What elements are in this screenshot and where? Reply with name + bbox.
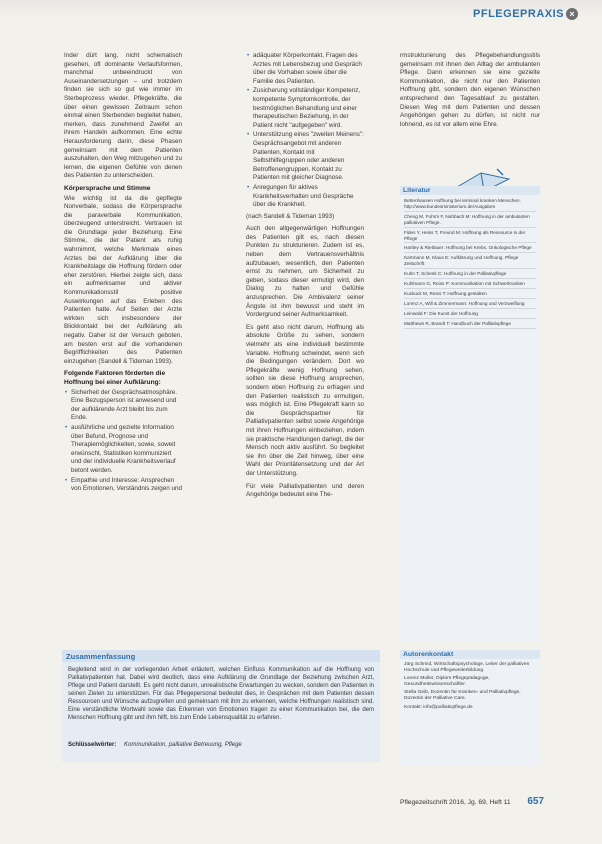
bullet-list: [246, 52, 364, 210]
list-item: • Zusicherung vollständiger Kompetenz, kompetente Symptomkontrolle, der bestmöglichen Behandlung und einer therapeutischen Beziehung, in der Patient nicht "aufgegeben" wird.: [253, 87, 364, 130]
section-title: PFLEGEPRAXIS: [473, 8, 564, 20]
summary-box: [62, 650, 380, 762]
authors-list: [404, 662, 536, 713]
literature-entry: Kuhlmann G, Reiss P: Kommunikation mit Schwerkranken: [404, 281, 536, 289]
column-3: [400, 52, 540, 133]
list-item: • Sicherheit der Gesprächsatmosphäre. Eine Bezugsperson ist anwesend und der aufklärende Arzt bleibt bis zum Ende.: [71, 389, 182, 423]
paragraph: Wie wichtig ist da die gepflegte Nonverbale, sodass die Körpersprache die paraverbale Kommunikation, überzeugend unterstreicht. Vertrauen ist die Grundlage jeder Beziehung. Eine Stimme, die der Patient als ruhig wahrnimmt, welche Merkmale eines Arztes bei der Aufklärung über die Krankheitslage die Hoffnung fördern oder eher zerstören. Hierbei zeigte sich, dass ein aufmerksamer und aktiver Kommunikationsstil positive Auswirkungen auf das Erleben des Patienten hatte. Auf Seiten der Arzte wirkten sich insbesondere der Blickkontakt bei der Aufklärung als negativ. Daher ist der Versuch geboten, am besten erst auf die vorhandenen Begrifflichkeiten des Patienten einzugehen (Sandell & Tideman 1993).: [64, 194, 182, 365]
summary-title: Zusammenfassung: [62, 650, 380, 662]
x-circle-icon: ×: [566, 8, 578, 20]
author-contact: Kontakt: info@palliativpflege.de: [404, 704, 473, 710]
list-item: • Unterstützung eines "zweiten Meinens": Gesprächsangebot mit anderen Patienten, Kontakt mit Selbsthilfegruppen oder anderen Betroffenengruppen. Kontakt zu Patienten mit gleicher Diagnose.: [253, 131, 364, 183]
authors-box: [400, 650, 540, 766]
column-1: [64, 52, 182, 497]
author-entry: Stella Geib, Dozentin für Kranken- und Palliativpflege, Dozentin der Palliative Care.: [404, 690, 521, 702]
keywords: [68, 742, 242, 748]
literature-entry: Kartmann M, Klaus E: Aufklärung und Hoffnung. Pflege Zeitschrift: [404, 255, 536, 269]
author-entry: Jürg Schmid, Wirtschaftspsychologe, Leiter der palliativen Hochschule und Pflegeweiterbildung.: [404, 662, 530, 674]
literature-entry: Cheng M, Fuhrm F, Nuhbach M: Hoffnung in der ambulanten palliativen Pflege.: [404, 214, 536, 228]
literature-box: [400, 186, 540, 642]
paragraph: Inder dürt lang, nicht schematisch gesehen, oft dominante Verlaufsformen, manchmal unbeeindruckt von Auseinandersetzungen – und trotzdem finden sie sich so gut wie immer im Sterbeprozess wieder. Pflegekräfte, die über einen gewissen Zeitraum schon einmal einen Sterbenden begleitet haben, merken, dass zunehmend Zweifel an ihrem Handeln aufkommen. Eine echte Herausforderung darin, diese Phasen gemeinsam mit dem Patienten auszuhalten, den Weg mitzugehen und zu lernen, die eigenen Gefühle von denen des Patienten zu unterscheiden.: [64, 52, 182, 180]
paragraph: Auch den allgegenwärtigen Hoffnungen des Patienten gilt es, nach diesen Punkten zu strukturieren. Zudem ist es, neben dem Vertrauensverhältnis aufzubauen, wesentlich, den Patienten ernst zu nehmen, um Sicherheit zu geben, sodass dieser ermutigt wird, den Dialog zu halten und Gefühle anzusprechen. Die Ambivalenz seiner Ängste ist ihm bewusst und steht im Vordergrund seiner Aufmerksamkeit.: [246, 225, 364, 319]
subheading: Folgende Faktoren förderten die Hoffnung bei einer Aufklärung:: [64, 370, 166, 386]
paragraph: Es geht also nicht darum, Hoffnung als absolute Größe zu sehen, sondern vielmehr als eine individuell bestimmte Variable. Hoffnung schwindet, wenn sich die Bedingungen verändern. Dort wo Pflegekräfte wenig Hoffnung sehen, sollten sie diese Hoffnung ansprechen, sondern eben Hoffnung zu erfragen und den Patienten realistisch zu ermutigen, was möglich ist. Eine Pflegekraft kann so die Gesprächspartner für Palliativpatienten selbst sowie Angehörige mit ihren Hoffnungen einbeziehen, indem sie praktische Handlungen darlegt, die der Mensch noch aktiv ausführt. So begleitet sie ihn über die Zeit hinweg, über eine Wahl der Prioritätensetzung und der Art der Unterstützung.: [246, 323, 364, 477]
keywords-value: Kommunikation, palliative Betreuung, Pflege: [124, 742, 242, 748]
literature-title: Literatur: [400, 186, 540, 195]
author-entry: Lorenz Muller, Diplom Pflegepädagoge, Gesundheitswissenschaftler.: [404, 676, 490, 688]
paragraph: rmstrukturierung des Pflegebehandlungsstils gemeinsam mit ihnen den Alltag der ambulanten Pflege. Dann erkennen sie eine gezielte Kommunikation, die nicht nur den Patienten Hoffnung gibt, sondern den eigenen Wünschen entsprechend den Tagesablauf zu gestalten. Diesen Weg mit dem Patienten und dessen Angehörigen gehen zu dürfen, ist nicht nur lohnend, es ist vor allem eine Ehre.: [400, 52, 540, 128]
literature-entry: Bettenhausen Hoffnung bei terminal kranken Menschen. http://www.bundesministerium.de/Ausgaben: [404, 198, 536, 212]
summary-text: Begleitend wird in der vorliegenden Arbeit erläutert, welchen Einfluss Kommunikation auf die Hoffnung von Palliativpatienten hat. Dabei wird deutlich, dass eine Aufklärung die Grundlage der Beziehung zwischen Arzt, Pflege und Patient darstellt. Es geht nicht darum, unrealistische Erwartungen zu wecken, sondern den Patienten in seinen Zielen zu unterstützen. Für das Pflegepersonal bedeutet dies, in Gesprächen mit dem Patienten dessen Ressourcen und Wünsche aufzugreifen und gemeinsam mit ihm zu erkennen, welche Hoffnungen realistisch sind. Eine verständliche Wortwahl sowie das Erkennen von Emotionen tragen zu einer Kommunikation bei, die dem Menschen Hoffnung gibt und ihm hilft, bis zum Ende Lebensqualität zu erfahren.: [68, 667, 374, 721]
list-item: • ausführliche und gezielte Information über Befund, Prognose und Therapiemöglichkeiten, sowie, soweit erwünscht, Statistiken kommuniziert und der individuelle Krankheitsverlauf betont werden.: [71, 424, 182, 476]
bullet-list: [64, 389, 182, 494]
column-2: [246, 52, 364, 504]
journal-citation: Pflegezeitschrift 2016, Jg. 69, Heft 11: [400, 799, 511, 806]
literature-entry: Kuckuck M, Reiss T: Hoffnung gestalten: [404, 291, 536, 299]
list-item: • adäquater Körperkontakt, Fragen des Arztes mit Lebensbezug und Gespräch über die Vorhaben sowie über die Familie des Patienten.: [253, 52, 364, 86]
keywords-label: Schlüsselwörter:: [68, 742, 117, 748]
paragraph: Für viele Palliativpatienten und deren Angehörige bedeutet eine The-: [246, 482, 364, 499]
subheading: Körpersprache und Stimme: [64, 184, 151, 192]
literature-entry: Leinwald F: Die Kunst der Hoffnung: [404, 311, 536, 319]
page-number: 657: [527, 796, 544, 807]
literature-list: [404, 198, 536, 331]
authors-title: Autorenkontakt: [400, 650, 540, 659]
literature-entry: Matthews R, Brandt T: Handbuch der Palliativpflege: [404, 321, 536, 329]
literature-entry: Fides Y, Heiss T, Freund M: Hoffnung als Ressource in der Pflege: [404, 230, 536, 244]
list-item: • Anregungen für aktives Krankheitsverhalten und Gespräche über die Krankheit.: [253, 184, 364, 210]
citation: (nach Sandell & Tideman 1993): [246, 212, 335, 220]
literature-entry: Hartley & Rietlauer: Hoffnung bei Krebs. Onkologische Pflege: [404, 245, 536, 253]
list-item: • Empathie und Interesse: Ansprechen von Emotionen, Verständnis zeigen und: [71, 477, 182, 494]
literature-entry: Lorenz A, Will & Zimmermann: Hoffnung und Verzweiflung: [404, 301, 536, 309]
literature-entry: Kuhn T, Schenk C: Hoffnung in der Palliativpflege: [404, 271, 536, 279]
